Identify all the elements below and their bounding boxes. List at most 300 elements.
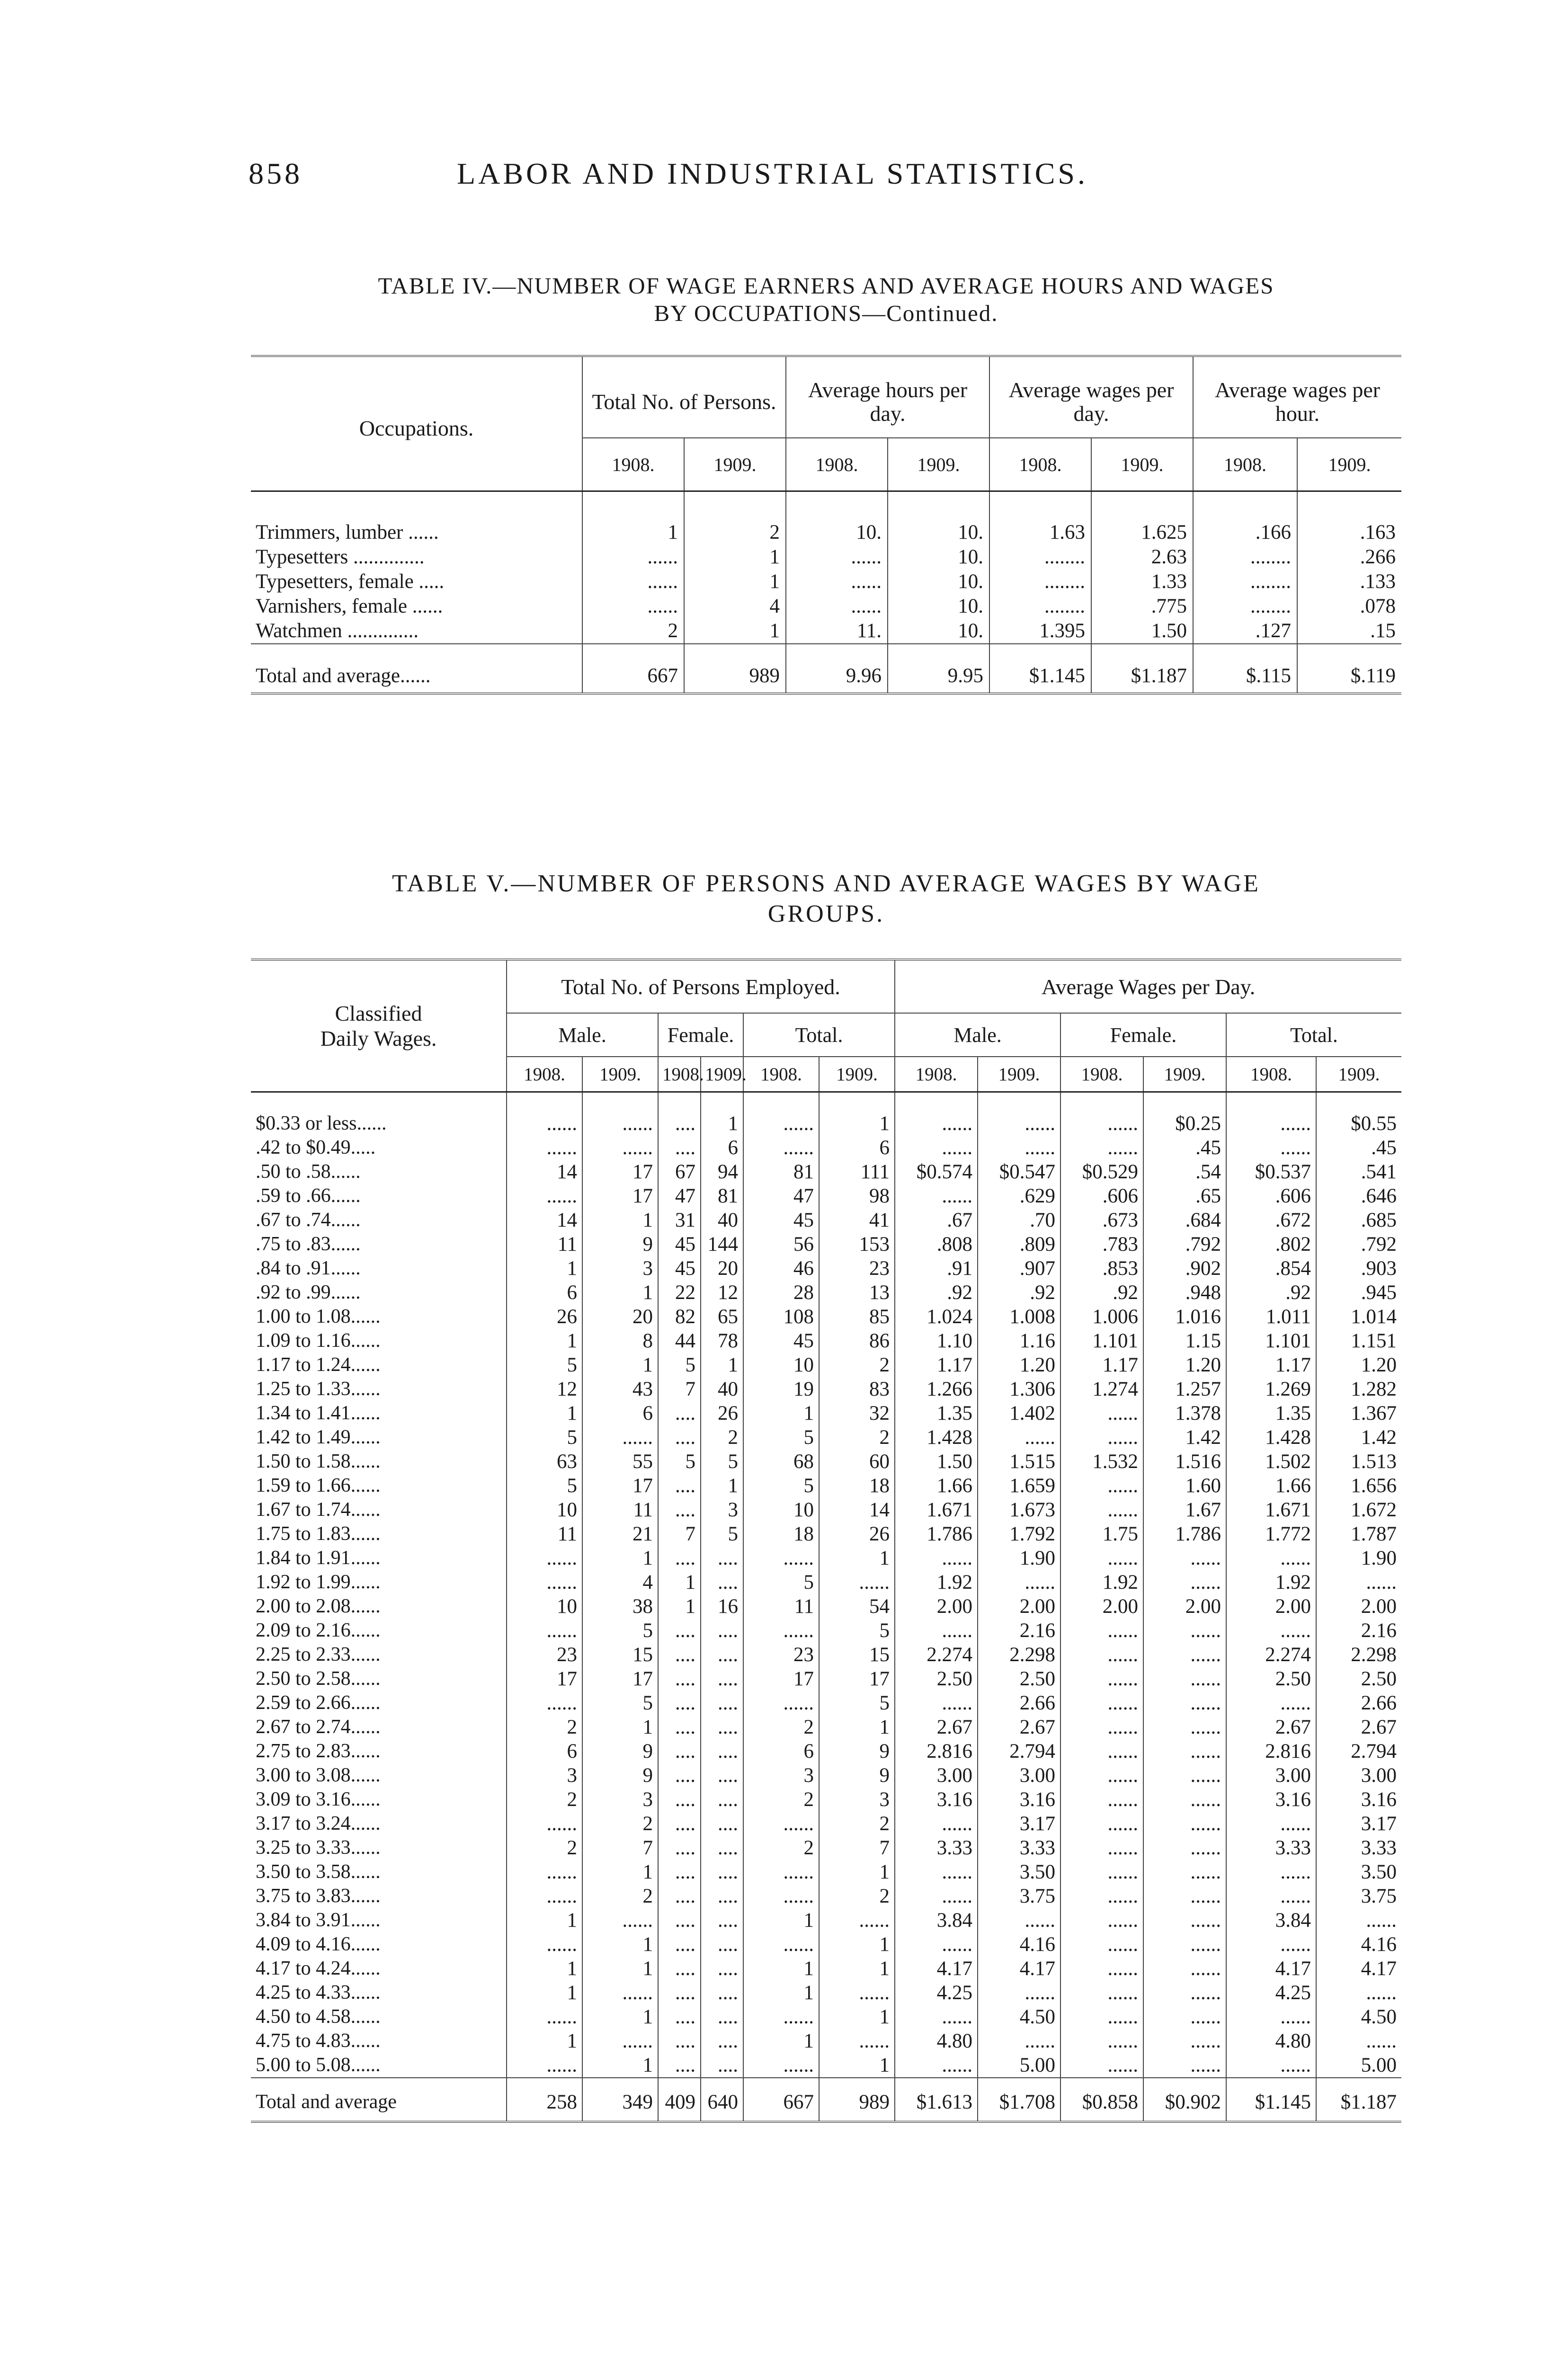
table-cell: 4.17 — [978, 1957, 1060, 1981]
table-cell: 5 — [701, 1450, 743, 1474]
table-cell: ...... — [1060, 1812, 1143, 1836]
page-header — [249, 156, 1479, 208]
table5-subheader: Total. — [743, 1013, 895, 1057]
table-cell: .... — [658, 2005, 701, 2029]
table-row — [251, 1232, 1401, 1256]
table-cell: 1.266 — [895, 1377, 978, 1401]
table-cell: .92 — [1226, 1281, 1316, 1305]
table-cell: 3.50 — [978, 1860, 1060, 1884]
table-cell: ...... — [582, 545, 684, 570]
table-cell: 3 — [582, 1788, 658, 1812]
table-row — [251, 1329, 1401, 1353]
table-row — [251, 2053, 1401, 2078]
table-cell: .802 — [1226, 1232, 1316, 1256]
table-cell: ...... — [507, 1184, 582, 1208]
wage-group-label: 1.25 to 1.33...... — [256, 1378, 381, 1400]
table-cell: 32 — [819, 1401, 895, 1425]
table-cell: ........ — [1193, 545, 1297, 570]
table-cell: ...... — [582, 1981, 658, 2005]
table-cell: 4.16 — [978, 1932, 1060, 1957]
table-cell: .92 — [895, 1281, 978, 1305]
table-cell: .... — [701, 1981, 743, 2005]
table-cell: 3.00 — [1226, 1763, 1316, 1788]
table-cell: 3.33 — [1316, 1836, 1401, 1860]
table-cell: 17 — [582, 1474, 658, 1498]
table-cell: 3 — [582, 1256, 658, 1281]
wage-group-label: .50 to .58...... — [256, 1161, 361, 1183]
table-cell: 1 — [684, 570, 786, 594]
total-cell: 989 — [819, 2078, 895, 2122]
table-cell: 12 — [701, 1281, 743, 1305]
table-cell: 1.428 — [1226, 1425, 1316, 1450]
table-cell: ...... — [1143, 1763, 1226, 1788]
table-cell: 3.75 — [978, 1884, 1060, 1908]
table-cell: 1.17 — [1226, 1353, 1316, 1377]
table-cell: 67 — [658, 1160, 701, 1184]
table-cell: 1.42 — [1316, 1425, 1401, 1450]
table-cell: .163 — [1297, 491, 1401, 545]
table-cell: ...... — [743, 2005, 819, 2029]
table-cell: ...... — [1226, 1619, 1316, 1643]
table-cell: 5.00 — [978, 2053, 1060, 2078]
table-cell: ...... — [1226, 1932, 1316, 1957]
table-cell: 3 — [743, 1763, 819, 1788]
table-cell: 1.42 — [1143, 1425, 1226, 1450]
table4-year-header: 1909. — [1091, 438, 1193, 491]
table4-caption-line1: TABLE IV.—NUMBER OF WAGE EARNERS AND AVERAGE HOURS AND WAGES — [378, 273, 1274, 299]
table-cell: 5 — [507, 1353, 582, 1377]
table-row — [251, 1788, 1401, 1812]
table-cell: 2.00 — [1316, 1594, 1401, 1619]
wage-group-label: 1.17 to 1.24...... — [256, 1354, 381, 1376]
table-cell: 1.35 — [1226, 1401, 1316, 1425]
table-cell: 1 — [684, 545, 786, 570]
table-cell: 43 — [582, 1377, 658, 1401]
table-cell: 3.16 — [1226, 1788, 1316, 1812]
table-cell: 2.298 — [978, 1643, 1060, 1667]
table-cell: ...... — [582, 1092, 658, 1136]
table-cell: 63 — [507, 1450, 582, 1474]
table-cell: ...... — [507, 1860, 582, 1884]
table-cell: 5 — [582, 1619, 658, 1643]
table-cell: 6 — [582, 1401, 658, 1425]
table-cell: 17 — [819, 1667, 895, 1691]
table-cell: 6 — [507, 1281, 582, 1305]
table-cell: 1.378 — [1143, 1401, 1226, 1425]
table-cell: ...... — [1143, 1812, 1226, 1836]
table-cell: .70 — [978, 1208, 1060, 1232]
wage-group-label: 5.00 to 5.08...... — [256, 2054, 381, 2076]
table4-caption-line2: BY OCCUPATIONS—Continued. — [654, 300, 998, 326]
table-cell: .... — [701, 1957, 743, 1981]
table-row — [251, 545, 1401, 570]
table-cell: 44 — [658, 1329, 701, 1353]
table-cell: ...... — [743, 1092, 819, 1136]
table-cell: 3.33 — [978, 1836, 1060, 1860]
table-cell: ...... — [978, 1136, 1060, 1160]
table-row — [251, 1425, 1401, 1450]
table-cell: $0.547 — [978, 1160, 1060, 1184]
table-cell: 1 — [701, 1092, 743, 1136]
table-cell: .... — [701, 1643, 743, 1667]
table-cell: ...... — [786, 545, 888, 570]
table-cell: 3 — [507, 1763, 582, 1788]
table-cell: ...... — [895, 1546, 978, 1570]
table-cell: .907 — [978, 1256, 1060, 1281]
table4-group-header: Average wages per hour. — [1193, 356, 1401, 438]
table-row — [251, 1643, 1401, 1667]
table5-year-header: 1908. — [743, 1057, 819, 1092]
table-cell: ........ — [989, 570, 1091, 594]
table5-caption — [251, 869, 1401, 929]
table-row — [251, 1136, 1401, 1160]
table-cell: 1 — [743, 1908, 819, 1932]
table-cell: 1.16 — [978, 1329, 1060, 1353]
table-cell: 1.011 — [1226, 1305, 1316, 1329]
table-cell: .... — [658, 1908, 701, 1932]
table-cell: 1.20 — [1143, 1353, 1226, 1377]
table-cell: 11 — [507, 1522, 582, 1546]
table-cell: 1 — [507, 2029, 582, 2053]
table-cell: 7 — [819, 1836, 895, 1860]
table-cell: ...... — [582, 2029, 658, 2053]
table-cell: 4.80 — [895, 2029, 978, 2053]
table-cell: 14 — [507, 1208, 582, 1232]
table-cell: 28 — [743, 1281, 819, 1305]
occupation-label: Varnishers, female ...... — [256, 595, 443, 617]
occupation-label: Typesetters, female ..... — [256, 570, 445, 593]
table-cell: 5 — [819, 1691, 895, 1715]
table-cell: 1.17 — [895, 1353, 978, 1377]
table-cell: 1.787 — [1316, 1522, 1401, 1546]
table-cell: ...... — [1226, 1812, 1316, 1836]
table-cell: 4.80 — [1226, 2029, 1316, 2053]
table4-group-header: Average hours per day. — [786, 356, 989, 438]
table-cell: 111 — [819, 1160, 895, 1184]
table-cell: 1.282 — [1316, 1377, 1401, 1401]
table-cell: 3.16 — [978, 1788, 1060, 1812]
table-cell: 1.625 — [1091, 491, 1193, 545]
wage-group-label: 4.09 to 4.16...... — [256, 1933, 381, 1955]
table-cell: ...... — [1316, 1981, 1401, 2005]
wage-group-label: 1.50 to 1.58...... — [256, 1450, 381, 1472]
table-cell: 20 — [701, 1256, 743, 1281]
table-cell: ...... — [507, 1932, 582, 1957]
table-cell: 3.00 — [978, 1763, 1060, 1788]
table-cell: 1.673 — [978, 1498, 1060, 1522]
table-cell: .54 — [1143, 1160, 1226, 1184]
table-cell: 1 — [658, 1570, 701, 1594]
table-cell: 1 — [743, 1957, 819, 1981]
table-cell: 1.151 — [1316, 1329, 1401, 1353]
table-cell: .809 — [978, 1232, 1060, 1256]
table-row — [251, 1812, 1401, 1836]
table-cell: 1.90 — [1316, 1546, 1401, 1570]
table5-year-header: 1909. — [1316, 1057, 1401, 1092]
table-cell: .166 — [1193, 491, 1297, 545]
table-cell: 1 — [658, 1594, 701, 1619]
table-cell: 108 — [743, 1305, 819, 1329]
table-cell: 1 — [582, 1715, 658, 1739]
total-cell: $0.858 — [1060, 2078, 1143, 2122]
table-cell: 31 — [658, 1208, 701, 1232]
table-cell: .... — [658, 1860, 701, 1884]
table-cell: 1 — [819, 1957, 895, 1981]
table-cell: 2.00 — [1060, 1594, 1143, 1619]
table-cell: 20 — [582, 1305, 658, 1329]
table-cell: 1.672 — [1316, 1498, 1401, 1522]
table4-year-header: 1909. — [1297, 438, 1401, 491]
table-cell: ...... — [507, 1570, 582, 1594]
table-cell: 1.50 — [895, 1450, 978, 1474]
table-row — [251, 1981, 1401, 2005]
table-cell: 2.67 — [1226, 1715, 1316, 1739]
table-cell: .... — [701, 1860, 743, 1884]
table-cell: ...... — [1143, 2029, 1226, 2053]
table-cell: ...... — [743, 1860, 819, 1884]
table-cell: 21 — [582, 1522, 658, 1546]
table-cell: ...... — [507, 1092, 582, 1136]
table-cell: ...... — [1143, 1957, 1226, 1981]
table-cell: 4.50 — [1316, 2005, 1401, 2029]
table-cell: 1.671 — [1226, 1498, 1316, 1522]
table5-stub-header-line1: Classified — [335, 1001, 422, 1025]
table-cell: 85 — [819, 1305, 895, 1329]
table-cell: 1.306 — [978, 1377, 1060, 1401]
table-cell: 2.67 — [895, 1715, 978, 1739]
table-row — [251, 1184, 1401, 1208]
table-cell: 1.33 — [1091, 570, 1193, 594]
table-cell: 1.63 — [989, 491, 1091, 545]
table-cell: ...... — [743, 1136, 819, 1160]
table-cell: .... — [701, 1763, 743, 1788]
table5 — [251, 959, 1401, 2123]
table-cell: .266 — [1297, 545, 1401, 570]
table-cell: 1 — [582, 2053, 658, 2078]
table4-group-header: Average wages per day. — [989, 356, 1193, 438]
table-cell: 1 — [819, 1546, 895, 1570]
table-cell: ...... — [1060, 1957, 1143, 1981]
table-cell: ...... — [1060, 1932, 1143, 1957]
table-cell: 5 — [743, 1474, 819, 1498]
wage-group-label: 3.84 to 3.91...... — [256, 1909, 381, 1931]
table-cell: .... — [658, 1643, 701, 1667]
wage-group-label: 1.42 to 1.49...... — [256, 1426, 381, 1448]
table-cell: .541 — [1316, 1160, 1401, 1184]
table-cell: 1 — [582, 1208, 658, 1232]
wage-group-label: 1.34 to 1.41...... — [256, 1402, 381, 1424]
total-cell: $1.145 — [989, 644, 1091, 694]
table-cell: .... — [701, 1836, 743, 1860]
table-row — [251, 1691, 1401, 1715]
table-cell: 1 — [582, 1860, 658, 1884]
table-cell: ...... — [895, 2005, 978, 2029]
table-cell: .853 — [1060, 1256, 1143, 1281]
table-row — [251, 1619, 1401, 1643]
table-cell: 45 — [743, 1208, 819, 1232]
table-cell: 1.60 — [1143, 1474, 1226, 1498]
table-cell: 13 — [819, 1281, 895, 1305]
table-row — [251, 1092, 1401, 1136]
running-header: LABOR AND INDUSTRIAL STATISTICS. — [457, 157, 1088, 190]
total-cell: $1.145 — [1226, 2078, 1316, 2122]
table-cell: ...... — [1060, 1908, 1143, 1932]
table-cell: .... — [701, 1908, 743, 1932]
table-cell: ...... — [1143, 1643, 1226, 1667]
table-cell: ...... — [978, 1570, 1060, 1594]
table-cell: 2.67 — [978, 1715, 1060, 1739]
table-cell: 10. — [888, 491, 989, 545]
table-cell: 1 — [582, 1353, 658, 1377]
total-cell: 667 — [743, 2078, 819, 2122]
wage-group-label: .59 to .66...... — [256, 1185, 361, 1207]
table-cell: 2.274 — [1226, 1643, 1316, 1667]
table-row — [251, 1353, 1401, 1377]
table-cell: 1 — [684, 619, 786, 644]
table-cell: 2 — [507, 1715, 582, 1739]
table-cell: ...... — [1060, 1546, 1143, 1570]
table-cell: ...... — [819, 1908, 895, 1932]
table-cell: .... — [658, 1691, 701, 1715]
total-row — [251, 644, 1401, 694]
table5-caption-line2: GROUPS. — [767, 900, 885, 927]
table-cell: ........ — [989, 545, 1091, 570]
table-cell: 1.671 — [895, 1498, 978, 1522]
table-cell: 4.25 — [895, 1981, 978, 2005]
table-cell: 2 — [819, 1353, 895, 1377]
table-cell: 3.17 — [978, 1812, 1060, 1836]
table-cell: 22 — [658, 1281, 701, 1305]
wage-group-label: 2.50 to 2.58...... — [256, 1668, 381, 1690]
table-cell: ...... — [507, 1691, 582, 1715]
table-cell: 6 — [819, 1136, 895, 1160]
table-cell: 14 — [507, 1160, 582, 1184]
table-cell: 86 — [819, 1329, 895, 1353]
table-cell: ...... — [1316, 1570, 1401, 1594]
table-cell: ...... — [743, 1546, 819, 1570]
table-cell: .... — [701, 1667, 743, 1691]
table-cell: 68 — [743, 1450, 819, 1474]
table-cell: 10. — [888, 594, 989, 619]
table-cell: ...... — [1060, 2005, 1143, 2029]
table-cell: 2.00 — [978, 1594, 1060, 1619]
table-cell: 9 — [819, 1739, 895, 1763]
table-cell: 5 — [658, 1450, 701, 1474]
table-row — [251, 1208, 1401, 1232]
table-cell: 2.63 — [1091, 545, 1193, 570]
table-cell: .629 — [978, 1184, 1060, 1208]
table-row — [251, 1305, 1401, 1329]
table-cell: 7 — [658, 1377, 701, 1401]
total-cell: $1.613 — [895, 2078, 978, 2122]
table-cell: .... — [701, 1932, 743, 1957]
table-cell: 1.786 — [895, 1522, 978, 1546]
table-cell: ...... — [1143, 1715, 1226, 1739]
total-cell: 667 — [582, 644, 684, 694]
table-cell: .91 — [895, 1256, 978, 1281]
table-cell: ...... — [978, 2029, 1060, 2053]
table-cell: 1.008 — [978, 1305, 1060, 1329]
table5-caption-line1: TABLE V.—NUMBER OF PERSONS AND AVERAGE WAGES BY WAGE — [392, 870, 1260, 897]
table5-subheader: Male. — [507, 1013, 658, 1057]
table-cell: .903 — [1316, 1256, 1401, 1281]
table-row — [251, 1522, 1401, 1546]
table-row — [251, 1739, 1401, 1763]
table-cell: 2 — [743, 1836, 819, 1860]
table5-year-header: 1908. — [1060, 1057, 1143, 1092]
table5-year-header: 1909. — [1143, 1057, 1226, 1092]
wage-group-label: 1.59 to 1.66...... — [256, 1475, 381, 1496]
total-cell: $1.187 — [1091, 644, 1193, 694]
table-cell: ...... — [895, 1812, 978, 1836]
total-cell: 258 — [507, 2078, 582, 2122]
table-cell: 10 — [507, 1498, 582, 1522]
table-cell: 3.84 — [895, 1908, 978, 1932]
table-cell: 2 — [684, 491, 786, 545]
table-cell: ...... — [1143, 1619, 1226, 1643]
table-cell: ...... — [1060, 1136, 1143, 1160]
table-cell: 9 — [582, 1739, 658, 1763]
wage-group-label: 2.25 to 2.33...... — [256, 1644, 381, 1665]
table-cell: 3 — [701, 1498, 743, 1522]
table-cell: 1 — [507, 1256, 582, 1281]
table-cell: 19 — [743, 1377, 819, 1401]
table-cell: 4.16 — [1316, 1932, 1401, 1957]
table-cell: 1.274 — [1060, 1377, 1143, 1401]
table5-year-header: 1909. — [819, 1057, 895, 1092]
table-cell: ...... — [582, 1425, 658, 1450]
table4-year-header: 1908. — [1193, 438, 1297, 491]
table-row — [251, 619, 1401, 644]
table-cell: .646 — [1316, 1184, 1401, 1208]
table-cell: 1 — [819, 1932, 895, 1957]
table-cell: 45 — [658, 1256, 701, 1281]
table-cell: 2 — [507, 1836, 582, 1860]
table-cell: ...... — [1226, 2053, 1316, 2078]
wage-group-label: .42 to $0.49..... — [256, 1137, 376, 1158]
table-cell: 5.00 — [1316, 2053, 1401, 2078]
table-cell: .... — [658, 1884, 701, 1908]
table-cell: 11. — [786, 619, 888, 644]
table-cell: 3.16 — [1316, 1788, 1401, 1812]
table-cell: 10. — [888, 619, 989, 644]
table4-year-header: 1909. — [888, 438, 989, 491]
table-cell: .65 — [1143, 1184, 1226, 1208]
table-cell: 81 — [743, 1160, 819, 1184]
table-row — [251, 1860, 1401, 1884]
table-cell: 17 — [582, 1184, 658, 1208]
table-cell: ...... — [1060, 1667, 1143, 1691]
table-cell: 2 — [819, 1812, 895, 1836]
table-cell: 4.17 — [1316, 1957, 1401, 1981]
table-cell: .... — [701, 2029, 743, 2053]
wage-group-label: 2.75 to 2.83...... — [256, 1740, 381, 1762]
table-cell: 2.50 — [1226, 1667, 1316, 1691]
table-cell: 3.33 — [895, 1836, 978, 1860]
wage-group-label: 2.67 to 2.74...... — [256, 1716, 381, 1738]
table-cell: 5 — [658, 1353, 701, 1377]
wage-group-label: .67 to .74...... — [256, 1209, 361, 1231]
table-cell: .... — [658, 2053, 701, 2078]
table-cell: ...... — [1143, 1546, 1226, 1570]
table-cell: ...... — [786, 570, 888, 594]
table-cell: 5 — [743, 1425, 819, 1450]
table-cell: .... — [658, 1667, 701, 1691]
table-cell: 3.17 — [1316, 1812, 1401, 1836]
table-cell: $0.574 — [895, 1160, 978, 1184]
table-cell: .... — [658, 1932, 701, 1957]
table-cell: 1 — [507, 1957, 582, 1981]
